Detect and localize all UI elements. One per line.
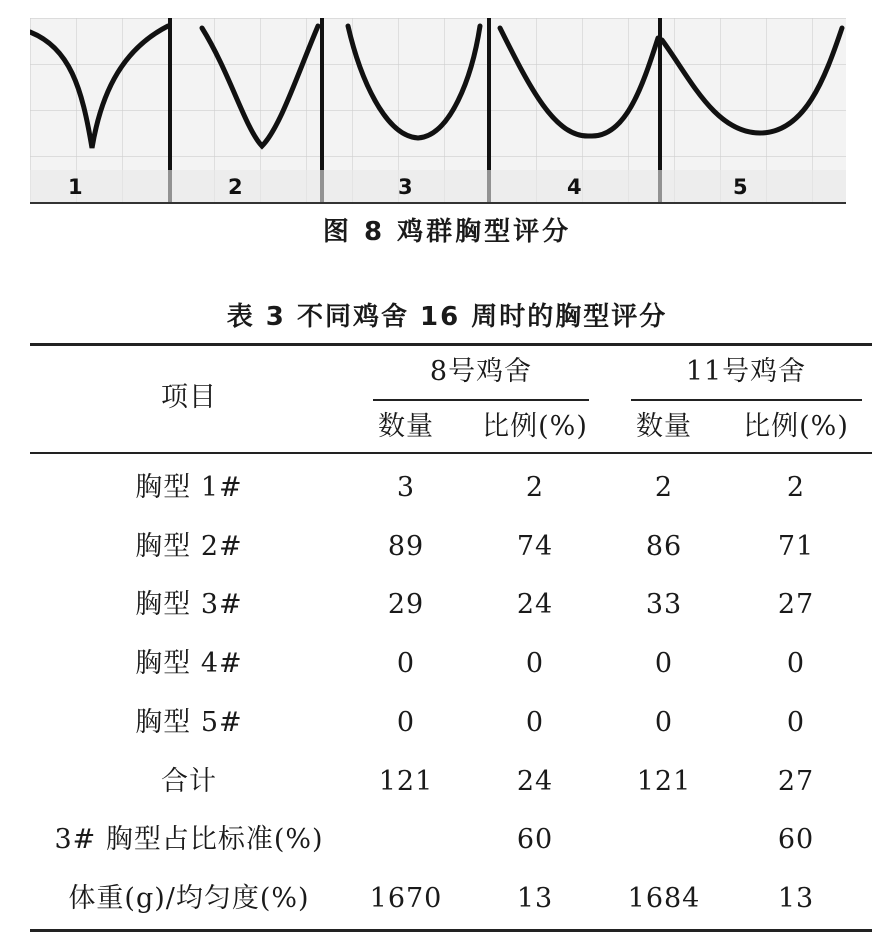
header-ratio-8: 比例(%): [482, 411, 588, 442]
count-8: 0: [396, 648, 416, 680]
row-label: 体重(g)/均匀度(%): [68, 882, 310, 914]
label-strip: [30, 170, 846, 202]
ratio-11: 27: [777, 765, 815, 797]
table-top-rule: [30, 343, 872, 346]
table-title: 表 3 不同鸡舍 16 周时的胸型评分: [226, 302, 668, 332]
row-label: 胸型 5#: [135, 706, 243, 738]
count-8: 121: [378, 765, 434, 797]
ratio-11: 27: [777, 589, 815, 621]
table-bottom-rule: [30, 929, 872, 932]
count-8: 89: [387, 530, 425, 562]
count-11: 2: [654, 472, 674, 503]
count-8: 1670: [369, 882, 443, 914]
ratio-11: 60: [777, 824, 815, 856]
group2-rule: [631, 399, 862, 401]
breast-shape-diagram: [30, 18, 846, 202]
ratio-11: 0: [786, 706, 806, 738]
figure-caption: 图 8 鸡群胸型评分: [322, 217, 572, 247]
ratio-8: 0: [525, 706, 545, 738]
table-header-rule: [30, 452, 872, 454]
header-count-8: 数量: [378, 411, 434, 442]
panel-label-5: 5: [733, 175, 748, 199]
count-11: 0: [654, 648, 674, 680]
count-8: 0: [396, 706, 416, 738]
panel-label-3: 3: [398, 175, 413, 199]
count-11: 1684: [627, 882, 701, 914]
ratio-8: 74: [516, 530, 554, 562]
header-item: 项目: [161, 382, 217, 413]
row-label: 胸型 2#: [135, 530, 243, 562]
header-group-8: 8号鸡舍: [429, 356, 533, 387]
row-label: 3# 胸型占比标准(%): [54, 824, 324, 856]
row-label: 胸型 1#: [135, 472, 243, 503]
group1-rule: [373, 399, 589, 401]
header-ratio-11: 比例(%): [743, 411, 849, 442]
ratio-11: 13: [777, 882, 815, 914]
ratio-11: 71: [777, 530, 815, 562]
count-8: 29: [387, 589, 425, 621]
panel-label-2: 2: [228, 175, 243, 199]
ratio-8: 24: [516, 589, 554, 621]
ratio-11: 2: [786, 472, 806, 503]
header-group-11: 11号鸡舍: [685, 356, 807, 387]
ratio-8: 13: [516, 882, 554, 914]
row-label: 胸型 4#: [135, 648, 243, 680]
ratio-8: 24: [516, 765, 554, 797]
row-label: 胸型 3#: [135, 589, 243, 621]
count-8: 3: [396, 472, 416, 503]
row-label: 合计: [161, 765, 217, 797]
count-11: 33: [645, 589, 683, 621]
count-11: 121: [636, 765, 692, 797]
ratio-8: 0: [525, 648, 545, 680]
header-count-11: 数量: [636, 411, 692, 442]
ratio-8: 60: [516, 824, 554, 856]
ratio-8: 2: [525, 472, 545, 503]
count-11: 0: [654, 706, 674, 738]
count-11: 86: [645, 530, 683, 562]
breast-score-figure: [30, 18, 846, 204]
ratio-11: 0: [786, 648, 806, 680]
panel-label-1: 1: [68, 175, 83, 199]
panel-label-4: 4: [567, 175, 582, 199]
